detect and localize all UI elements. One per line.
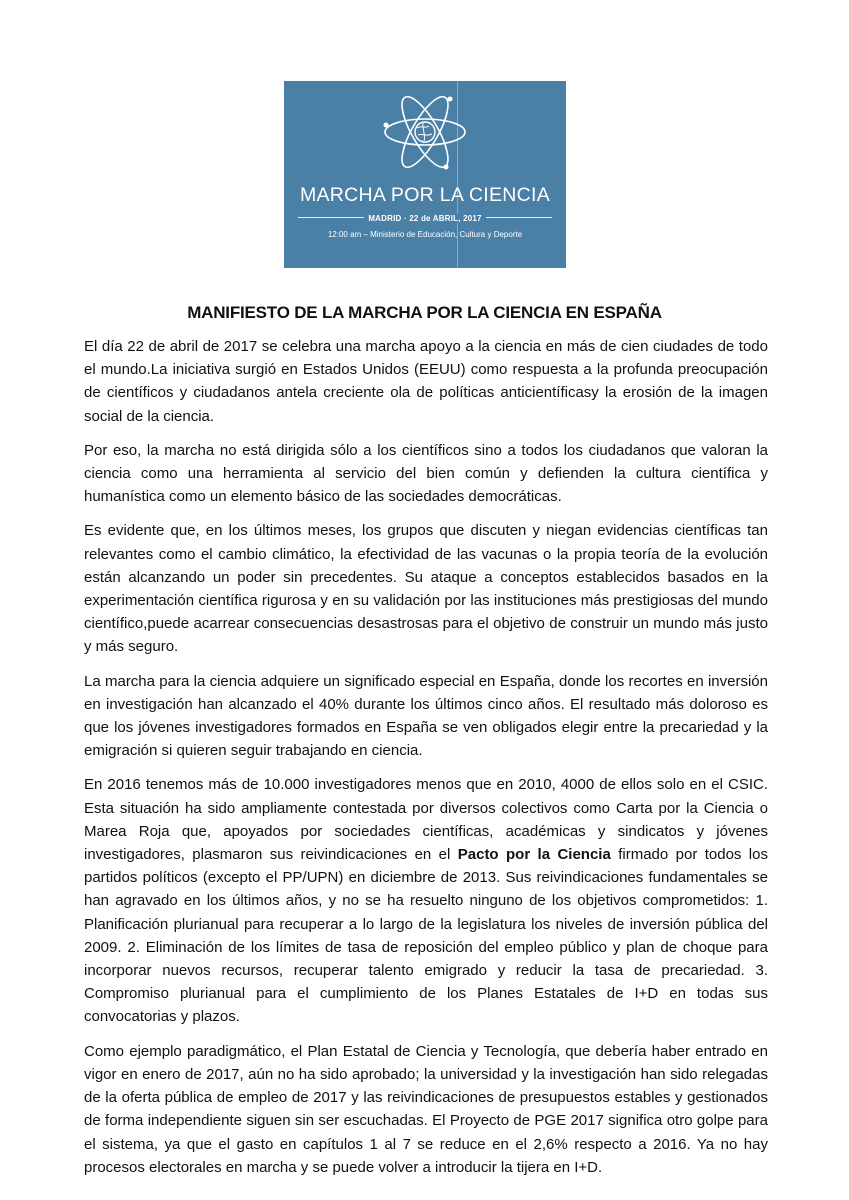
paragraph-1: El día 22 de abril de 2017 se celebra una marcha apoyo a la ciencia en más de cien ciudades de todo el mundo.La iniciativa surgió en Estados Unidos (EEUU) como respuesta a la profunda preocupación de científicos y ciudadanos antela creciente ola de políticas anticientíficasy la erosión de la imagen social de la ciencia. xyxy=(84,338,768,425)
paragraph-5-start: En 2016 tenemos más de 10.000 investigadores menos que en 2010, 4000 de ellos solo en el CSIC. Esta situación ha sido ampliamente contestada por diversos colectivos como Carta por la Ciencia o Marea Roja que, apoyados por sociedades científicas, académicas y sindicatos y jóvenes investigadores, plasmaron sus reivindicaciones en el xyxy=(84,776,768,864)
pacto-por-la-ciencia-emphasis: Pacto por la Ciencia xyxy=(457,846,611,864)
event-banner xyxy=(284,81,566,268)
document-title: MANIFIESTO DE LA MARCHA POR LA CIENCIA EN ESPAÑA xyxy=(187,303,662,322)
banner-location: 12:00 am – Ministerio de Educación, Cultura y Deporte xyxy=(327,230,523,239)
banner-title: MARCHA POR LA CIENCIA xyxy=(299,184,551,206)
paragraph-4: La marcha para la ciencia adquiere un significado especial en España, donde los recortes en inversión en investigación han alcanzado el 40% durante los últimos cinco años. El resultado más doloroso es que los jóvenes investigadores formados en España se ven obligados elegir entre la precariedad y la emigración si quieren seguir trabajando en ciencia. xyxy=(84,672,768,760)
paragraph-2: Por eso, la marcha no está dirigida sólo a los científicos sino a todos los ciudadanos que valoran la ciencia como una herramienta al servicio del bien común y defienden la cultura científica y humanística como un elemento básico de las sociedades democráticas. xyxy=(84,441,768,506)
paragraph-5 xyxy=(84,773,768,1028)
paragraph-6: Como ejemplo paradigmático, el Plan Estatal de Ciencia y Tecnología, que debería haber entrado en vigor en enero de 2017, aún no ha sido aprobado; la universidad y la investigación han sido relegadas de la oferta pública de empleo de 2017 y las reivindicaciones de presupuestos estables y gestionados de forma independiente siguen sin ser escuchadas. El Proyecto de PGE 2017 significa otro golpe para el sistema, ya que el gasto en capítulos 1 al 7 se reduce en el 2,6% respecto a 2016. Ya no hay procesos electorales en marcha y se puede volver a introducir la tijera en I+D. xyxy=(84,1042,768,1176)
paragraph-3: Es evidente que, en los últimos meses, los grupos que discuten y niegan evidencias científicas tan relevantes como el cambio climático, la efectividad de las vacunas o la propia teoría de la evolución están alcanzando un poder sin precedentes. Su ataque a conceptos establecidos basados en la experimentación científica rigurosa y en su validación por las instituciones más prestigiosas del mundo científico,puede acarrear consecuencias desastrosas para el objetivo de construir un mundo más justo y más seguro. xyxy=(84,522,768,656)
banner-date xyxy=(284,214,566,223)
banner-date-text: MADRID · 22 de ABRIL, 2017 xyxy=(364,214,485,223)
manifesto-body xyxy=(84,335,768,1190)
atom-globe-icon xyxy=(380,87,470,177)
paragraph-5-end: firmado por todos los partidos políticos (excepto el PP/UPN) en diciembre de 2013. Sus reivindicaciones fundamentales se han agravado en los últimos años, y no se ha resuelto ninguno de los objetivos comprometidos: 1. Planificación plurianual para recuperar a lo largo de la legislatura los niveles de inversión pública del 2009. 2. Eliminación de los límites de tasa de reposición del empleo público y plan de choque para incorporar nuevos recursos, recuperar talento emigrado y reducir la tasa de precariedad. 3. Compromiso plurianual para el cumplimiento de los Planes Estatales de I+D en todas sus convocatorias y plazos. xyxy=(84,846,768,1026)
